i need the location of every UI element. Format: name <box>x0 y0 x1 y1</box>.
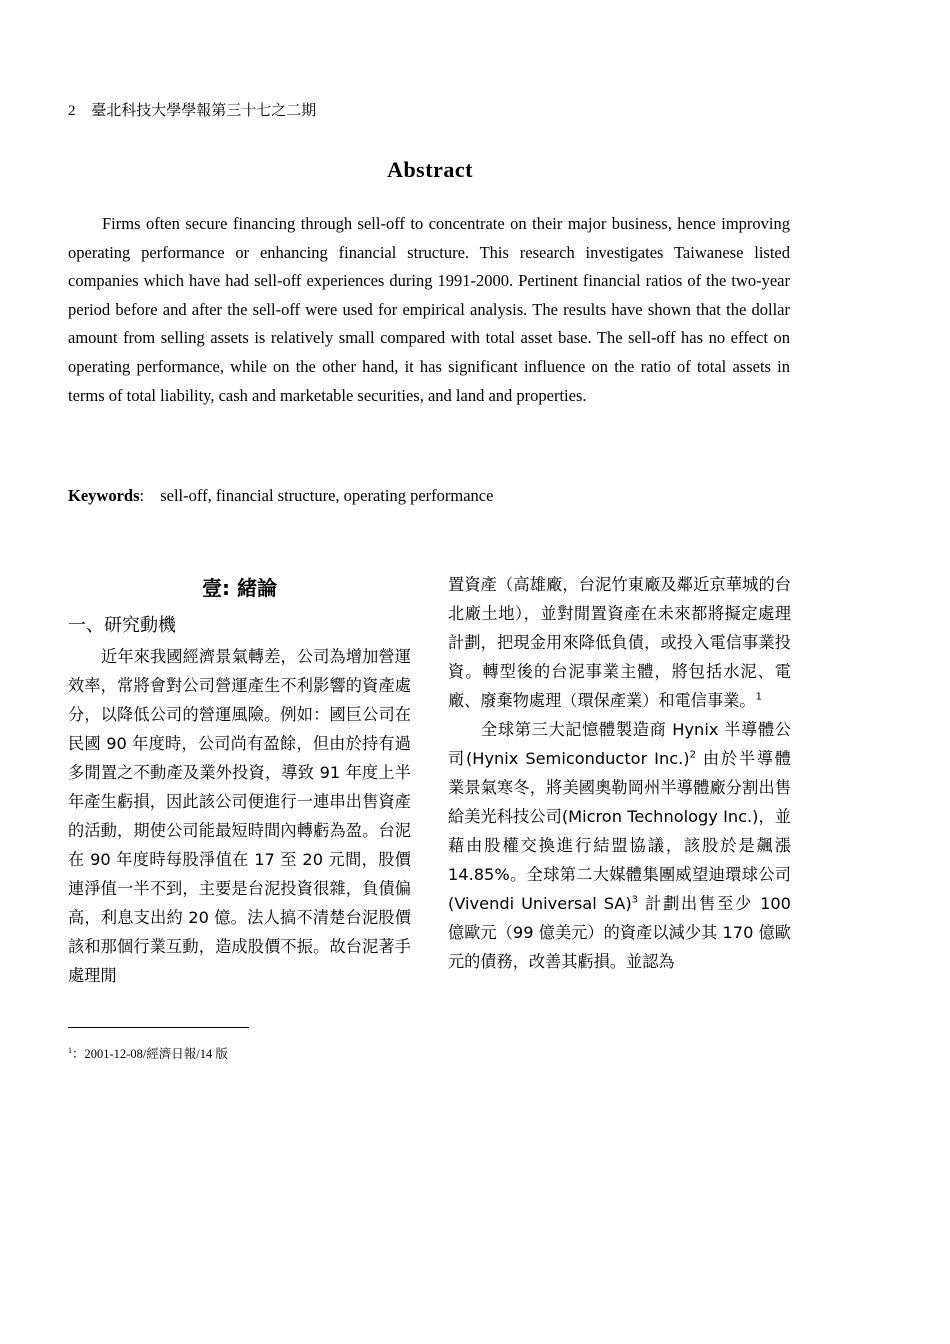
abstract-body: Firms often secure financing through sell-off to concentrate on their major business, hence improving operating performance or enhancing financial structure. This research investigates Taiwanese listed companies which have had sell-off experiences during 1991-2000. Pertinent financial ratios of the two-year period before and after the sell-off were used for empirical analysis. The results have shown that the dollar amount from selling assets is relatively small compared with total asset base. The sell-off has no effect on operating performance, while on the other hand, it has significant influence on the ratio of total assets in terms of total liability, cash and marketable securities, and land and properties. <box>68 214 790 405</box>
right-column <box>448 570 791 976</box>
abstract-title: Abstract <box>387 157 473 182</box>
paragraph-text: 置資產（高雄廠，台泥竹東廠及鄰近京華城的台北廠土地），並對閒置資產在未來都將擬定處理計劃，把現金用來降低負債，或投入電信事業投資。轉型後的台泥事業主體，將包括水泥、電廠、廢棄物處理（環保產業）和電信事業。 <box>448 575 791 710</box>
footnote-divider <box>68 1027 249 1028</box>
footnote-text: ：2001-12-08/經濟日報/14 版 <box>72 1047 228 1061</box>
running-header <box>68 101 316 121</box>
footnote-ref: 3 <box>631 894 639 906</box>
footnote <box>68 1045 228 1063</box>
paragraph-text: 計劃出售至少 100 億歐元（99 億美元）的資產以減少其 170 億歐元的債務，改善其虧損。並認為 <box>448 894 791 971</box>
paragraph-text: 由於半導體業景氣寒冬，將美國奧勒岡州半導體廠分割出售給美光科技公司(Micron Technology Inc.)，並藉由股權交換進行結盟協議，該股於是飆漲 14.85%。全球第二大媒體集團威望迪環球公司(Vivendi Universal SA) <box>448 749 791 913</box>
journal-name: 臺北科技大學學報第三十七之二期 <box>91 103 317 119</box>
paragraph-text: 全球第三大記憶體製造商 Hynix 半導體公司(Hynix Semiconductor Inc.) <box>448 720 791 768</box>
footnote-marker: 1 <box>68 1045 72 1055</box>
keywords-line <box>68 484 493 508</box>
page-number: 2 <box>68 103 76 119</box>
section-title: 壹: 緒論 <box>202 576 277 600</box>
keywords-label: Keywords <box>68 486 140 505</box>
subsection-title: 一、研究動機 <box>68 615 176 636</box>
footnote-ref: 1 <box>755 691 762 703</box>
body-paragraph <box>448 715 791 976</box>
left-column <box>68 572 411 990</box>
body-paragraph-continued <box>448 570 791 715</box>
body-paragraph: 近年來我國經濟景氣轉差，公司為增加營運效率，常將會對公司營運產生不利影響的資產處分，以降低公司的營運風險。例如：國巨公司在民國 90 年度時，公司尚有盈餘，但由於持有過多閒置之不動產及業外投資，導致 91 年度上半年產生虧損，因此該公司便進行一連串出售資產的活動，期使公司能最短時間內轉虧為盈。台泥在 90 年度時每股淨值在 17 至 20 元間，股價連淨值一半不到，主要是台泥投資很雜，負債偏高，利息支出約 20 億。法人搞不清楚台泥股價該和那個行業互動，造成股價不振。故台泥著手處理閒 <box>68 647 411 985</box>
keywords-text: sell-off, financial structure, operating performance <box>160 486 494 505</box>
keywords-colon: : <box>139 486 145 505</box>
footnote-ref: 2 <box>689 749 696 761</box>
